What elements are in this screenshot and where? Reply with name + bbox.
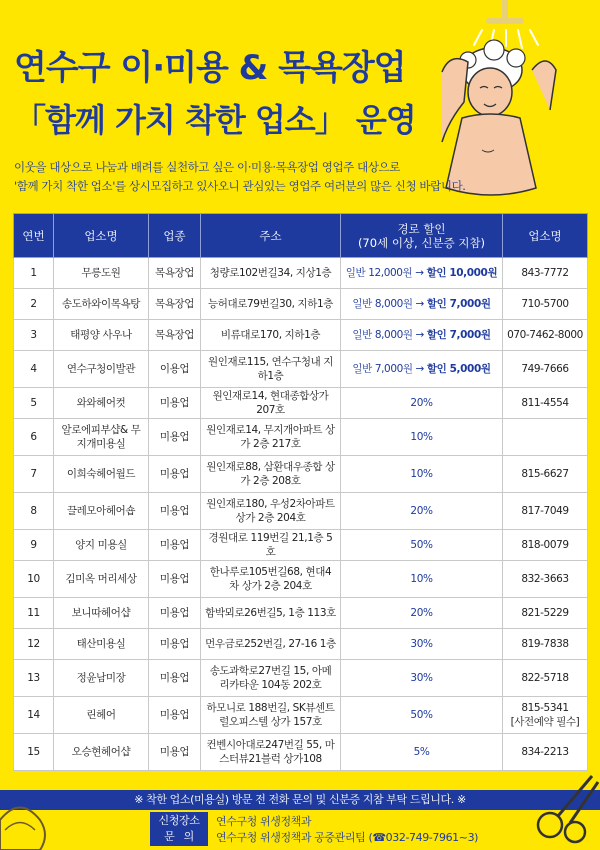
header-phone: 업소명 (503, 214, 588, 258)
discount-regular: 5% (413, 746, 430, 758)
discount-regular: 20% (410, 397, 433, 409)
phone-number: 817-7049 (521, 505, 569, 517)
cell-no: 10 (14, 561, 54, 598)
cell-address: 원인재로14, 현대종합상가 207호 (201, 388, 341, 419)
cell-phone (503, 320, 588, 351)
footer-note: ※ 착한 업소(미용실) 방문 전 전화 문의 및 신분증 지참 부탁 드립니다. ※ (0, 790, 600, 810)
cell-name: 린헤어 (54, 697, 149, 734)
table-row (14, 289, 588, 320)
cell-no: 8 (14, 493, 54, 530)
discount-price: 할인 7,000원 (426, 298, 491, 310)
cell-type: 미용업 (149, 561, 201, 598)
cell-no: 11 (14, 598, 54, 629)
cell-name: 정윤남미장 (54, 660, 149, 697)
cell-discount (341, 388, 503, 419)
apply-place-label: 신청장소 (150, 812, 208, 830)
cell-name: 알로에피부샵& 무지개미용실 (54, 419, 149, 456)
cell-discount (341, 697, 503, 734)
cell-discount (341, 629, 503, 660)
cell-phone (503, 258, 588, 289)
cell-name: 연수구청이발관 (54, 351, 149, 388)
cell-phone (503, 734, 588, 771)
table-row (14, 388, 588, 419)
apply-place-value: 연수구청 위생정책과 (216, 815, 312, 828)
table-row (14, 629, 588, 660)
cell-name: 보니따헤어샵 (54, 598, 149, 629)
table-row (14, 660, 588, 697)
cell-phone (503, 419, 588, 456)
cell-phone (503, 493, 588, 530)
store-table (13, 213, 588, 771)
cell-phone (503, 388, 588, 419)
cell-name: 태평양 사우나 (54, 320, 149, 351)
cell-phone (503, 660, 588, 697)
phone-number: 819-7838 (521, 638, 569, 650)
phone-number: 821-5229 (521, 607, 569, 619)
discount-regular: 일반 8,000원 → (352, 298, 427, 310)
cell-type: 미용업 (149, 598, 201, 629)
cell-address: 원인재로88, 삼환대우종합 상가 2층 208호 (201, 456, 341, 493)
phone-number: 815-6627 (521, 468, 569, 480)
header-no: 연번 (14, 214, 54, 258)
cell-no: 9 (14, 530, 54, 561)
cell-name: 이희숙헤어월드 (54, 456, 149, 493)
table-row (14, 351, 588, 388)
cell-address: 원인재로115, 연수구청내 지하1층 (201, 351, 341, 388)
contact-info (150, 828, 478, 846)
cell-type: 미용업 (149, 734, 201, 771)
intro-line-1: 이웃을 대상으로 나눔과 배려를 실천하고 싶은 이·미용·목욕장업 영업주 대상으로 (14, 160, 400, 174)
cell-no: 2 (14, 289, 54, 320)
cell-phone (503, 456, 588, 493)
cell-type: 목욕장업 (149, 320, 201, 351)
header-discount-line1: 경로 할인 (397, 221, 446, 236)
cell-discount (341, 530, 503, 561)
cell-discount (341, 598, 503, 629)
cell-type: 미용업 (149, 629, 201, 660)
cell-phone (503, 561, 588, 598)
cell-type: 미용업 (149, 456, 201, 493)
cell-name: 끌레모아헤어숍 (54, 493, 149, 530)
cell-name: 양지 미용실 (54, 530, 149, 561)
cell-phone (503, 629, 588, 660)
cell-type: 목욕장업 (149, 289, 201, 320)
cell-phone (503, 697, 588, 734)
cell-address: 컨벤시아대로247번길 55, 마스터뷰21블럭 상가108 (201, 734, 341, 771)
header-discount-line2: (70세 이상, 신분증 지참) (357, 235, 486, 250)
contact-label: 문 의 (150, 828, 208, 846)
discount-regular: 20% (410, 505, 433, 517)
discount-regular: 일반 7,000원 → (352, 363, 427, 375)
intro-text (14, 158, 574, 196)
phone-note: [사전예약 필수] (510, 716, 580, 728)
cell-type: 목욕장업 (149, 258, 201, 289)
cell-address: 원인재로180, 우성2차아파트 상가 2층 204호 (201, 493, 341, 530)
table-row (14, 598, 588, 629)
cell-address: 능허대로79번길30, 지하1층 (201, 289, 341, 320)
discount-regular: 일반 12,000원 → (345, 267, 427, 279)
cell-discount (341, 289, 503, 320)
table-row (14, 320, 588, 351)
cell-address: 송도과학로27번길 15, 아메리카타운 104동 202호 (201, 660, 341, 697)
cell-type: 미용업 (149, 660, 201, 697)
phone-number: 834-2213 (521, 746, 569, 758)
cell-discount (341, 258, 503, 289)
discount-regular: 10% (410, 573, 433, 585)
discount-regular: 20% (410, 607, 433, 619)
cell-type: 미용업 (149, 493, 201, 530)
table-row (14, 734, 588, 771)
cell-no: 1 (14, 258, 54, 289)
header-type: 업종 (149, 214, 201, 258)
phone-number: 749-7666 (521, 363, 569, 375)
cell-address: 청량로102번길34, 지상1층 (201, 258, 341, 289)
table-row (14, 258, 588, 289)
discount-regular: 10% (410, 468, 433, 480)
table-row (14, 419, 588, 456)
cell-address: 비류대로170, 지하1층 (201, 320, 341, 351)
hair-icon (0, 790, 70, 850)
cell-type: 이용업 (149, 351, 201, 388)
cell-no: 15 (14, 734, 54, 771)
cell-name: 김미옥 머리세상 (54, 561, 149, 598)
cell-type: 미용업 (149, 419, 201, 456)
table-row (14, 561, 588, 598)
header-address: 주소 (201, 214, 341, 258)
title-line-2: 「함께 가치 착한 업소」 운영 (14, 101, 416, 139)
cell-phone (503, 289, 588, 320)
phone-number: 070-7462-8000 (507, 329, 583, 341)
phone-number: 815-5341 (521, 702, 569, 714)
cell-address: 원인재로14, 무지개아파트 상가 2층 217호 (201, 419, 341, 456)
cell-no: 13 (14, 660, 54, 697)
cell-address: 하모니로 188번길, SK뷰센트럴오피스텔 상가 157호 (201, 697, 341, 734)
cell-no: 5 (14, 388, 54, 419)
table-row (14, 493, 588, 530)
phone-number: 843-7772 (521, 267, 569, 279)
phone-number: 818-0079 (521, 539, 569, 551)
discount-regular: 50% (410, 709, 433, 721)
cell-address: 먼우금로252번길, 27-16 1층 (201, 629, 341, 660)
scissors-icon (520, 770, 600, 850)
cell-discount (341, 419, 503, 456)
discount-price: 할인 5,000원 (426, 363, 491, 375)
phone-number: 822-5718 (521, 672, 569, 684)
table-row (14, 697, 588, 734)
phone-number: 811-4554 (521, 397, 569, 409)
cell-no: 4 (14, 351, 54, 388)
discount-price: 할인 10,000원 (426, 267, 498, 279)
cell-name: 송도하와이목욕탕 (54, 289, 149, 320)
contact-value: 연수구청 위생정책과 공중관리팀 (☎032-749-7961~3) (216, 831, 479, 844)
cell-name: 무릉도원 (54, 258, 149, 289)
cell-no: 14 (14, 697, 54, 734)
cell-discount (341, 456, 503, 493)
phone-number: 710-5700 (521, 298, 569, 310)
table-row (14, 456, 588, 493)
title-line-1: 연수구 이·미용 & 목욕장업 (14, 48, 406, 88)
cell-discount (341, 561, 503, 598)
cell-name: 오승현헤어샵 (54, 734, 149, 771)
intro-line-2: '함께 가치 착한 업소'를 상시모집하고 있사오니 관심있는 영업주 여러분의 많은 신청 바랍니다. (14, 179, 466, 193)
table-header-row (14, 214, 588, 258)
header-name: 업소명 (54, 214, 149, 258)
cell-address: 한나루로105번길68, 현대4차 상가 2층 204호 (201, 561, 341, 598)
cell-type: 미용업 (149, 388, 201, 419)
cell-discount (341, 660, 503, 697)
phone-number: 832-3663 (521, 573, 569, 585)
cell-name: 와와헤어컷 (54, 388, 149, 419)
cell-type: 미용업 (149, 697, 201, 734)
cell-address: 경원대로 119번길 21,1층 5호 (201, 530, 341, 561)
cell-no: 12 (14, 629, 54, 660)
cell-discount (341, 493, 503, 530)
discount-regular: 50% (410, 539, 433, 551)
cell-name: 태산미용실 (54, 629, 149, 660)
cell-phone (503, 351, 588, 388)
discount-regular: 일반 8,000원 → (352, 329, 427, 341)
header-discount (341, 214, 503, 258)
cell-phone (503, 530, 588, 561)
discount-regular: 30% (410, 672, 433, 684)
cell-no: 3 (14, 320, 54, 351)
table-row (14, 530, 588, 561)
cell-no: 7 (14, 456, 54, 493)
cell-type: 미용업 (149, 530, 201, 561)
cell-phone (503, 598, 588, 629)
discount-regular: 10% (410, 431, 433, 443)
cell-discount (341, 320, 503, 351)
cell-discount (341, 734, 503, 771)
cell-no: 6 (14, 419, 54, 456)
cell-discount (341, 351, 503, 388)
cell-address: 함박뫼로26번길5, 1층 113호 (201, 598, 341, 629)
discount-regular: 30% (410, 638, 433, 650)
discount-price: 할인 7,000원 (426, 329, 491, 341)
